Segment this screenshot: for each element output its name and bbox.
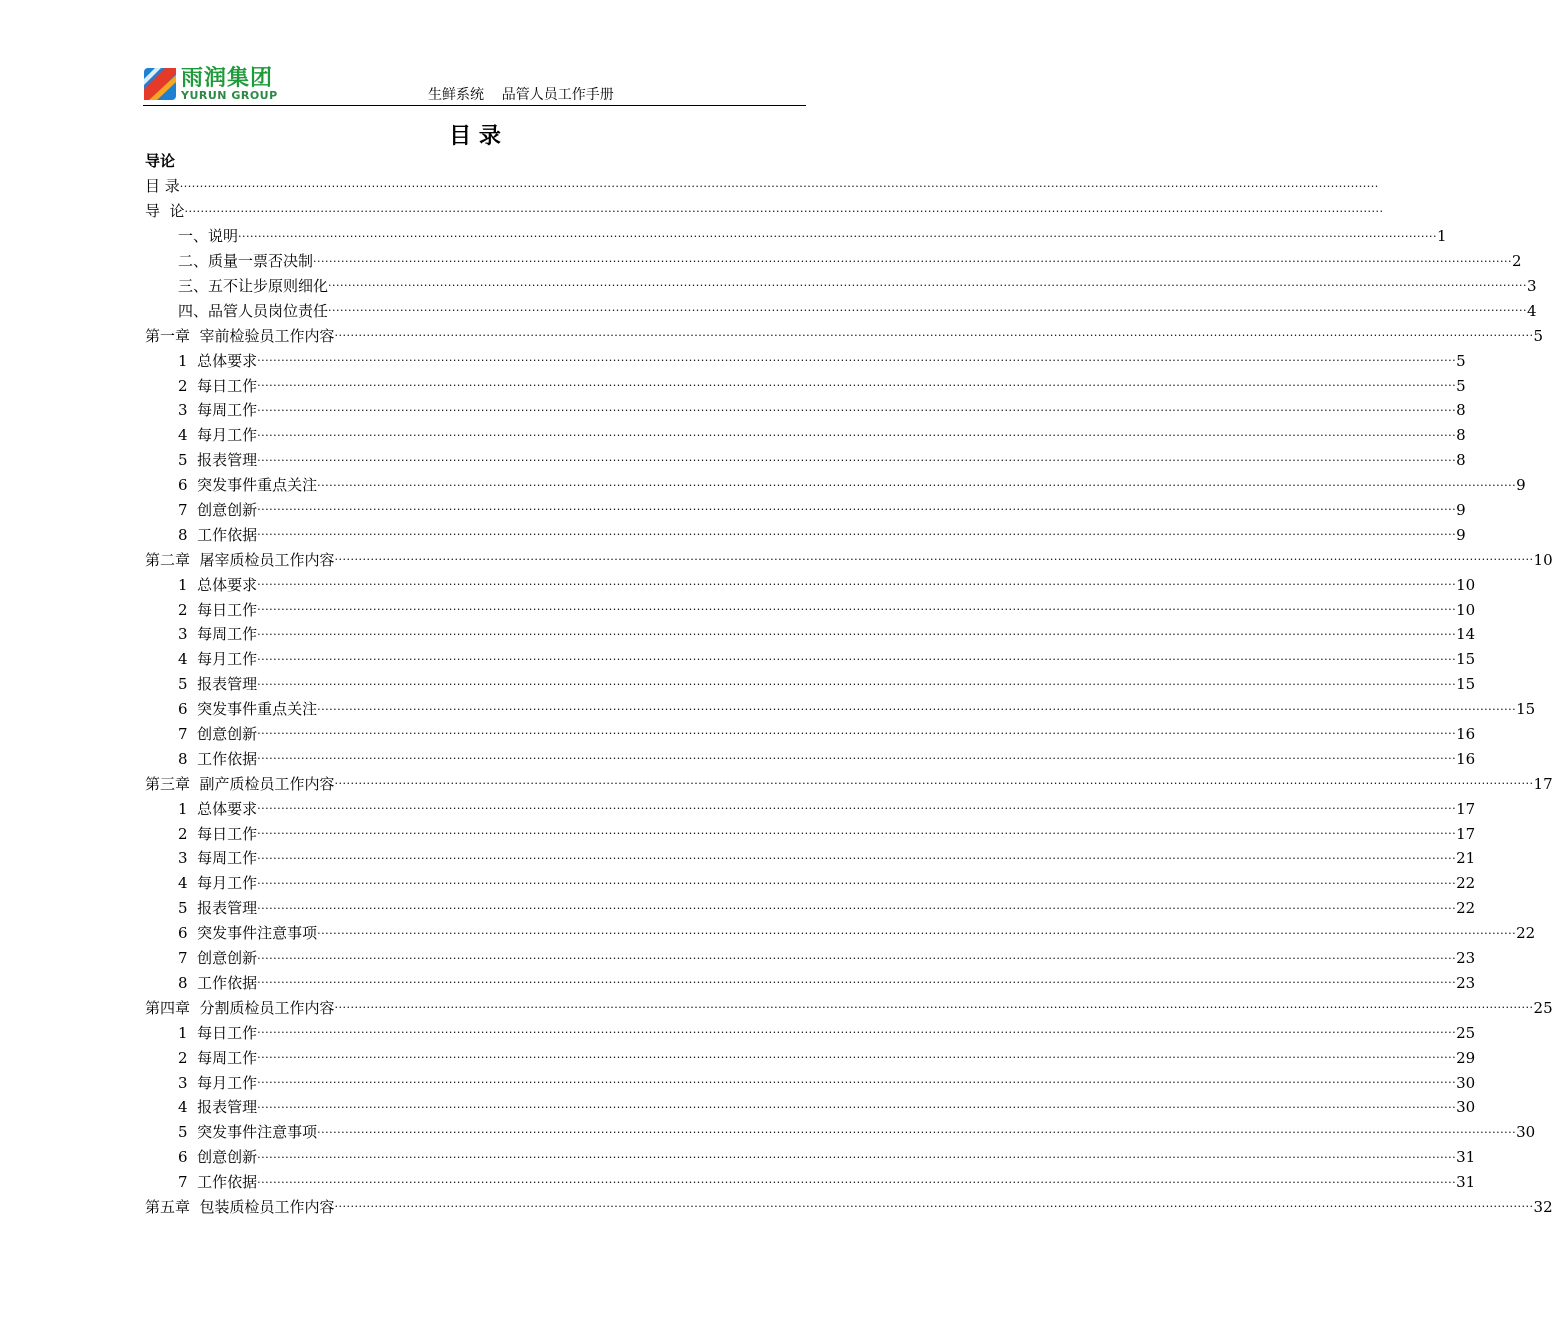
toc-entry[interactable] bbox=[145, 896, 1476, 921]
toc-entry[interactable] bbox=[145, 722, 1476, 747]
toc-leader-dots: ............................................................................................................................................................................................................................................................................................................ bbox=[334, 774, 1534, 788]
toc-entry[interactable] bbox=[145, 224, 1447, 249]
toc-leader-dots: ............................................................................................................................................................................................................................................................................................................ bbox=[257, 873, 1457, 887]
toc-entry-page: 31 bbox=[1456, 1148, 1476, 1167]
toc-leader-dots: ............................................................................................................................................................................................................................................................................................................ bbox=[257, 376, 1457, 390]
toc-entry-page: 32 bbox=[1533, 1197, 1553, 1216]
toc-entry-page: 4 bbox=[1527, 301, 1537, 320]
toc-entry[interactable] bbox=[145, 995, 1553, 1020]
toc-leader-dots: ............................................................................................................................................................................................................................................................................................................ bbox=[317, 1122, 1517, 1136]
toc-leader-dots: ............................................................................................................................................................................................................................................................................................................ bbox=[257, 948, 1457, 962]
toc-entry-page: 9 bbox=[1456, 525, 1466, 544]
toc-entry-page: 9 bbox=[1456, 501, 1466, 520]
toc-entry-page: 25 bbox=[1456, 1023, 1476, 1042]
toc-leader-dots: ............................................................................................................................................................................................................................................................................................................ bbox=[334, 1197, 1534, 1211]
toc-entry-page: 30 bbox=[1456, 1073, 1476, 1092]
toc-entry[interactable] bbox=[145, 672, 1476, 697]
toc-entry[interactable] bbox=[145, 547, 1553, 572]
toc-entry-page: 21 bbox=[1456, 849, 1476, 868]
toc-leader-dots: ............................................................................................................................................................................................................................................................................................................ bbox=[257, 1147, 1457, 1161]
toc-leader-dots: ............................................................................................................................................................................................................................................................................................................ bbox=[257, 525, 1457, 539]
toc-entry-page: 3 bbox=[1527, 277, 1537, 295]
toc-entry-page: 15 bbox=[1456, 675, 1476, 694]
toc-entry-page: 8 bbox=[1456, 401, 1466, 420]
toc-leader-dots: ............................................................................................................................................................................................................................................................................................................ bbox=[257, 624, 1457, 638]
toc-entry-text: 4 每月工作 bbox=[178, 426, 258, 445]
toc-entry-page: 29 bbox=[1456, 1048, 1476, 1067]
header-title: 生鲜系统 品管人员工作手册 bbox=[428, 87, 614, 103]
toc-leader-dots: ............................................................................................................................................................................................................................................................................................................ bbox=[328, 301, 1527, 315]
toc-leader-dots: ............................................................................................................................................................................................................................................................................................................ bbox=[257, 898, 1457, 912]
toc-leader-dots: ............................................................................................................................................................................................................................................................................................................ bbox=[257, 749, 1457, 763]
toc-entry-text: 6 突发事件注意事项 bbox=[178, 924, 318, 943]
toc-entry-text: 2 每周工作 bbox=[178, 1048, 258, 1067]
toc-leader-dots: ............................................................................................................................................................................................................................................................................................................ bbox=[257, 1023, 1457, 1037]
toc-leader-dots: ............................................................................................................................................................................................................................................................................................................ bbox=[257, 351, 1457, 365]
toc-entry-text: 5 报表管理 bbox=[178, 675, 258, 694]
toc-entry[interactable] bbox=[145, 871, 1476, 896]
toc-entry[interactable] bbox=[145, 921, 1536, 946]
toc-entry-text: 7 创意创新 bbox=[178, 501, 258, 520]
toc-leader-dots: ............................................................................................................................................................................................................................................................................................................ bbox=[334, 326, 1534, 340]
toc-entry-text: 1 总体要求 bbox=[178, 351, 258, 370]
toc-entry-text: 三、五不让步原则细化 bbox=[178, 277, 329, 295]
toc-entry[interactable] bbox=[145, 697, 1536, 722]
toc-entry-text: 第一章 宰前检验员工作内容 bbox=[145, 326, 335, 345]
toc-entry-text: 导 论 bbox=[145, 202, 185, 221]
toc-entry-page: 5 bbox=[1456, 351, 1466, 370]
toc-leader-dots: ............................................................................................................................................................................................................................................................................................................ bbox=[257, 799, 1457, 813]
toc-entry[interactable] bbox=[145, 572, 1476, 597]
toc-leader-dots: ............................................................................................................................................................................................................................................................................................................ bbox=[184, 201, 1384, 215]
toc-entry-text: 6 突发事件重点关注 bbox=[178, 700, 318, 719]
toc-entry-page: 30 bbox=[1516, 1123, 1536, 1142]
toc-entry-text: 2 每日工作 bbox=[178, 600, 258, 619]
toc-entry-page: 9 bbox=[1516, 476, 1526, 495]
toc-entry-page: 15 bbox=[1456, 650, 1476, 669]
toc-entry-text: 8 工作依据 bbox=[178, 973, 258, 992]
toc-entry-text: 4 每月工作 bbox=[178, 874, 258, 893]
toc-leader-dots: ............................................................................................................................................................................................................................................................................................................ bbox=[317, 475, 1517, 489]
toc-entry-text: 5 突发事件注意事项 bbox=[178, 1123, 318, 1142]
toc-entry-page: 16 bbox=[1456, 749, 1476, 768]
toc-leader-dots: ............................................................................................................................................................................................................................................................................................................ bbox=[257, 848, 1457, 862]
toc-leader-dots: ............................................................................................................................................................................................................................................................................................................ bbox=[257, 1048, 1457, 1062]
toc-leader-dots: ............................................................................................................................................................................................................................................................................................................ bbox=[257, 575, 1457, 589]
toc-leader-dots: ............................................................................................................................................................................................................................................................................................................ bbox=[257, 500, 1457, 514]
toc-entry[interactable] bbox=[145, 1145, 1476, 1170]
toc-heading: 导论 bbox=[145, 152, 176, 170]
toc-entry-text: 四、品管人员岗位责任 bbox=[178, 301, 329, 320]
logo-emblem-icon bbox=[143, 67, 177, 101]
toc-entry-page: 23 bbox=[1456, 973, 1476, 992]
toc-entry[interactable] bbox=[145, 1095, 1476, 1120]
company-logo bbox=[143, 67, 305, 103]
toc-list bbox=[145, 174, 1553, 1219]
toc-entry[interactable] bbox=[145, 249, 1522, 274]
logo-english-text: YURUN GROUP bbox=[181, 89, 278, 102]
toc-entry-text: 第二章 屠宰质检员工作内容 bbox=[145, 550, 335, 569]
toc-entry-page: 5 bbox=[1533, 326, 1544, 345]
toc-entry-page: 22 bbox=[1456, 874, 1476, 893]
toc-entry-page: 8 bbox=[1456, 451, 1466, 470]
toc-leader-dots: ............................................................................................................................................................................................................................................................................................................ bbox=[257, 824, 1457, 838]
toc-entry-page: 10 bbox=[1533, 550, 1553, 569]
toc-entry-page: 15 bbox=[1516, 700, 1536, 719]
toc-leader-dots: ............................................................................................................................................................................................................................................................................................................ bbox=[257, 674, 1457, 688]
toc-leader-dots: ............................................................................................................................................................................................................................................................................................................ bbox=[257, 724, 1457, 738]
toc-entry[interactable] bbox=[145, 647, 1476, 672]
toc-entry-text: 8 工作依据 bbox=[178, 749, 258, 768]
toc-leader-dots: ............................................................................................................................................................................................................................................................................................................ bbox=[257, 973, 1457, 987]
toc-entry-page: 14 bbox=[1456, 625, 1476, 644]
toc-entry-page: 22 bbox=[1456, 899, 1476, 918]
toc-entry-text: 3 每月工作 bbox=[178, 1073, 258, 1092]
toc-leader-dots: ............................................................................................................................................................................................................................................................................................................ bbox=[257, 649, 1457, 663]
toc-entry-text: 6 突发事件重点关注 bbox=[178, 476, 318, 495]
toc-entry-text: 4 报表管理 bbox=[178, 1098, 258, 1117]
toc-entry[interactable] bbox=[145, 373, 1466, 398]
toc-entry-text: 5 报表管理 bbox=[178, 899, 258, 918]
toc-entry-page: 10 bbox=[1456, 600, 1476, 619]
toc-entry-text: 4 每月工作 bbox=[178, 650, 258, 669]
toc-entry[interactable] bbox=[145, 821, 1476, 846]
toc-entry-text: 8 工作依据 bbox=[178, 525, 258, 544]
toc-entry-page: 22 bbox=[1516, 924, 1536, 943]
toc-entry[interactable] bbox=[145, 846, 1476, 871]
toc-entry-text: 7 创意创新 bbox=[178, 949, 258, 968]
toc-entry-text: 6 创意创新 bbox=[178, 1148, 258, 1167]
toc-entry-page: 31 bbox=[1456, 1173, 1476, 1192]
toc-entry[interactable] bbox=[145, 473, 1526, 498]
toc-entry[interactable] bbox=[145, 423, 1466, 448]
toc-entry-page: 16 bbox=[1456, 725, 1476, 744]
toc-entry[interactable] bbox=[145, 597, 1476, 622]
toc-entry[interactable] bbox=[145, 522, 1466, 547]
toc-title: 目 录 bbox=[449, 124, 501, 149]
toc-entry[interactable] bbox=[145, 448, 1466, 473]
toc-leader-dots: ............................................................................................................................................................................................................................................................................................................ bbox=[317, 699, 1517, 713]
toc-entry[interactable] bbox=[145, 746, 1476, 771]
toc-entry-text: 第四章 分割质检员工作内容 bbox=[145, 998, 335, 1017]
toc-leader-dots: ............................................................................................................................................................................................................................................................................................................ bbox=[334, 998, 1534, 1012]
toc-entry-page: 17 bbox=[1533, 774, 1553, 793]
toc-entry-text: 3 每周工作 bbox=[178, 625, 258, 644]
toc-leader-dots: ............................................................................................................................................................................................................................................................................................................ bbox=[257, 425, 1457, 439]
toc-leader-dots: ............................................................................................................................................................................................................................................................................................................ bbox=[257, 1072, 1457, 1086]
toc-entry-text: 第三章 副产质检员工作内容 bbox=[145, 774, 335, 793]
toc-entry-text: 二、质量一票否决制 bbox=[178, 252, 314, 271]
toc-leader-dots: ............................................................................................................................................................................................................................................................................................................ bbox=[257, 450, 1457, 464]
toc-entry-text: 3 每周工作 bbox=[178, 849, 258, 868]
toc-entry[interactable] bbox=[145, 348, 1466, 373]
toc-entry-page: 17 bbox=[1456, 799, 1476, 818]
toc-entry[interactable] bbox=[145, 398, 1466, 423]
toc-leader-dots: ............................................................................................................................................................................................................................................................................................................ bbox=[257, 400, 1457, 414]
toc-leader-dots: ............................................................................................................................................................................................................................................................................................................ bbox=[334, 550, 1534, 564]
toc-leader-dots: ............................................................................................................................................................................................................................................................................................................ bbox=[257, 600, 1457, 614]
toc-entry[interactable] bbox=[145, 1070, 1476, 1095]
toc-entry-page: 2 bbox=[1512, 252, 1522, 271]
toc-entry-page: 30 bbox=[1456, 1098, 1476, 1117]
toc-leader-dots: ............................................................................................................................................................................................................................................................................................................ bbox=[257, 1097, 1457, 1111]
toc-leader-dots: ............................................................................................................................................................................................................................................................................................................ bbox=[257, 1172, 1457, 1186]
toc-entry-text: 1 总体要求 bbox=[178, 799, 258, 818]
toc-entry[interactable] bbox=[145, 274, 1537, 299]
toc-entry-page: 17 bbox=[1456, 824, 1476, 843]
toc-entry[interactable] bbox=[145, 971, 1476, 996]
toc-entry-page: 5 bbox=[1456, 376, 1466, 395]
toc-entry[interactable] bbox=[145, 1120, 1536, 1145]
toc-entry-page: 25 bbox=[1533, 998, 1553, 1017]
toc-entry-text: 目 录 bbox=[145, 177, 180, 196]
toc-leader-dots: ............................................................................................................................................................................................................................................................................................................ bbox=[179, 176, 1379, 190]
toc-entry-text: 3 每周工作 bbox=[178, 401, 258, 420]
toc-entry-text: 5 报表管理 bbox=[178, 451, 258, 470]
toc-entry[interactable] bbox=[145, 199, 1384, 224]
toc-leader-dots: ............................................................................................................................................................................................................................................................................................................ bbox=[317, 923, 1517, 937]
toc-entry-page: 1 bbox=[1437, 227, 1447, 246]
toc-leader-dots: ............................................................................................................................................................................................................................................................................................................ bbox=[238, 226, 1437, 240]
toc-entry[interactable] bbox=[145, 1195, 1553, 1220]
toc-entry-text: 第五章 包装质检员工作内容 bbox=[145, 1197, 335, 1216]
toc-entry-text: 1 总体要求 bbox=[178, 575, 258, 594]
toc-entry-text: 1 每日工作 bbox=[178, 1023, 258, 1042]
toc-entry[interactable] bbox=[145, 1170, 1476, 1195]
toc-entry[interactable] bbox=[145, 323, 1544, 348]
toc-entry-text: 一、说明 bbox=[178, 227, 239, 246]
toc-entry-text: 7 创意创新 bbox=[178, 725, 258, 744]
toc-entry[interactable] bbox=[145, 796, 1476, 821]
toc-leader-dots: ............................................................................................................................................................................................................................................................................................................ bbox=[313, 251, 1512, 265]
toc-entry[interactable] bbox=[145, 498, 1466, 523]
toc-entry[interactable] bbox=[145, 946, 1476, 971]
toc-leader-dots: ............................................................................................................................................................................................................................................................................................................ bbox=[328, 276, 1527, 290]
page-header bbox=[143, 64, 806, 106]
logo-chinese-text: 雨润集团 bbox=[181, 66, 274, 91]
toc-entry-text: 2 每日工作 bbox=[178, 376, 258, 395]
toc-entry[interactable] bbox=[145, 622, 1476, 647]
toc-entry-page: 10 bbox=[1456, 575, 1476, 594]
toc-entry-page: 23 bbox=[1456, 949, 1476, 968]
toc-entry[interactable] bbox=[145, 174, 1379, 199]
toc-entry[interactable] bbox=[145, 1020, 1476, 1045]
toc-entry[interactable] bbox=[145, 298, 1537, 323]
toc-entry-page: 8 bbox=[1456, 426, 1466, 445]
toc-entry[interactable] bbox=[145, 1045, 1476, 1070]
toc-entry-text: 2 每日工作 bbox=[178, 824, 258, 843]
toc-entry-text: 7 工作依据 bbox=[178, 1173, 258, 1192]
toc-entry[interactable] bbox=[145, 771, 1553, 796]
